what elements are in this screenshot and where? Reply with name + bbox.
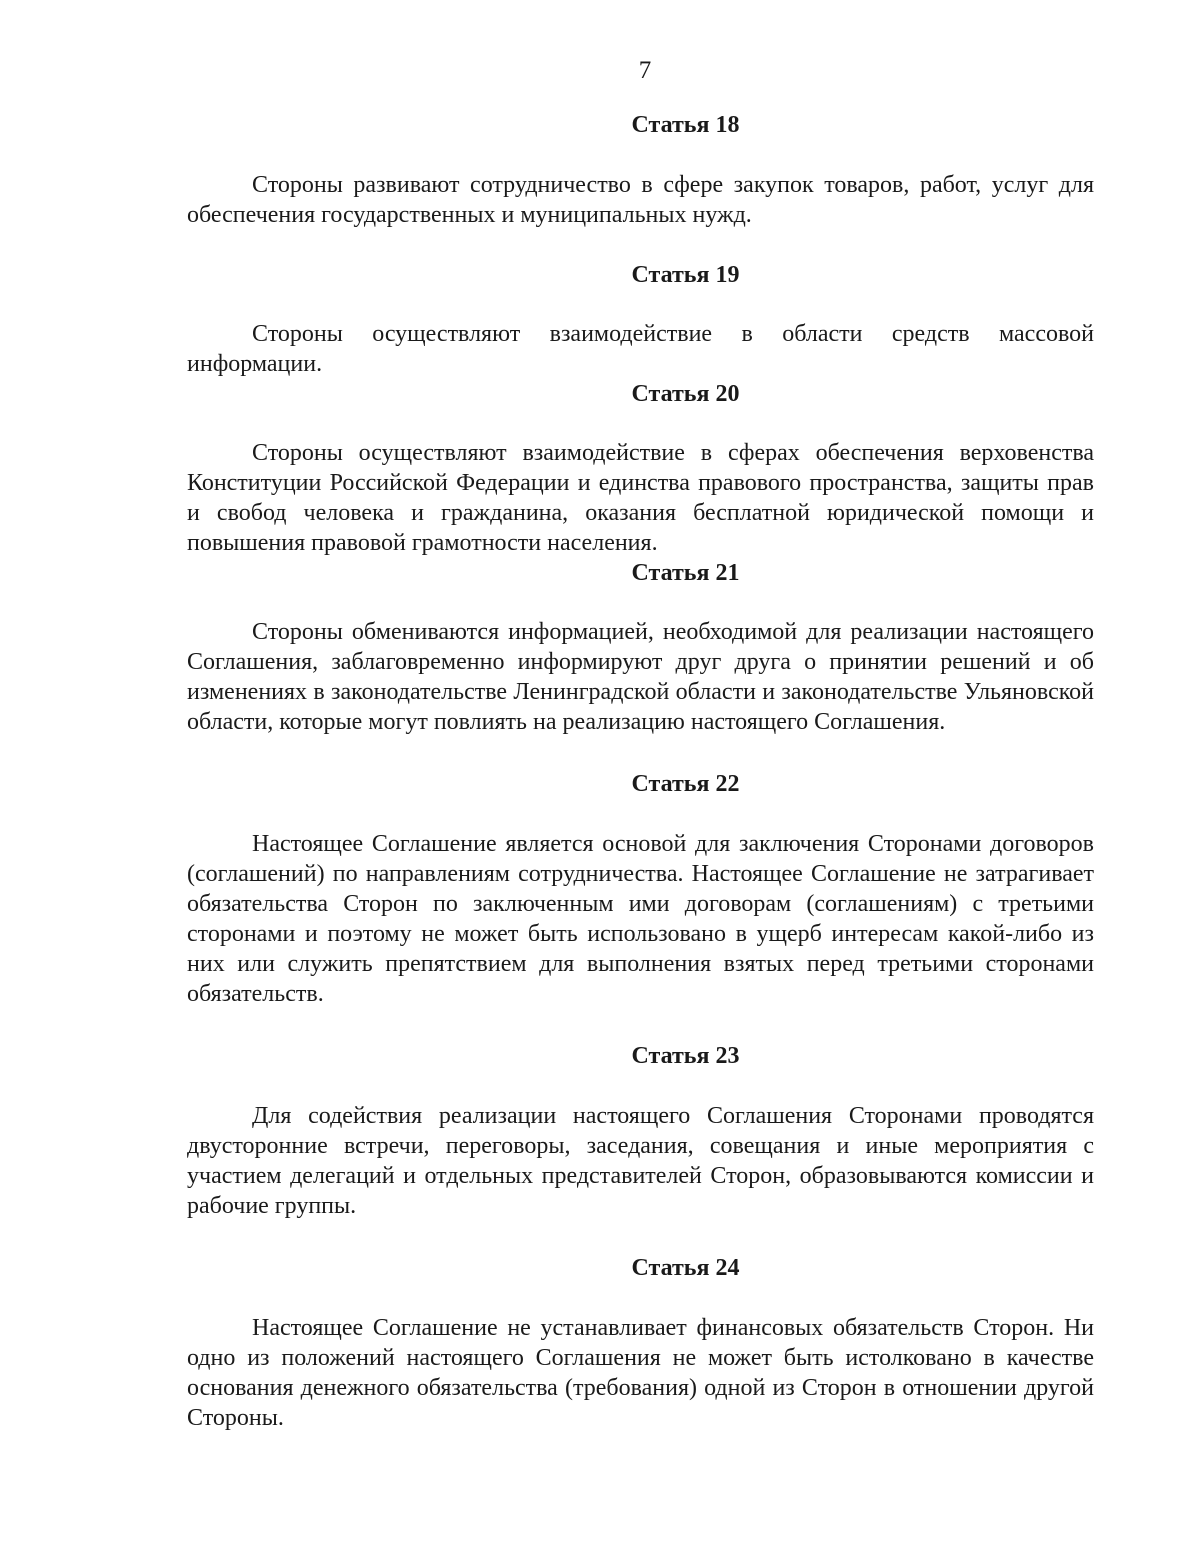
document-body <box>187 110 1094 1433</box>
article-text: Для содействия реализации настоящего Соглашения Сторонами проводятся двусторонние встречи, переговоры, заседания, совещания и иные мероприятия с участием делегаций и отдельных представителей Сторон, образовываются комиссии и рабочие группы. <box>187 1103 1094 1219</box>
article-title: Статья 18 <box>631 112 740 138</box>
article-title: Статья 22 <box>631 771 740 797</box>
article-title: Статья 19 <box>631 262 740 288</box>
article-22 <box>187 769 1094 1009</box>
article-text: Стороны осуществляют взаимодействие в сферах обеспечения верховенства Конституции Российской Федерации и единства правового пространства, защиты прав и свобод человека и гражданина, оказания бесплатной юридической помощи и повышения правовой грамотности населения. <box>187 440 1094 556</box>
article-23 <box>187 1041 1094 1221</box>
article-19 <box>187 260 1094 379</box>
page-number: 7 <box>638 57 652 84</box>
article-20 <box>187 379 1094 558</box>
article-text: Настоящее Соглашение не устанавливает финансовых обязательств Сторон. Ни одно из положений настоящего Соглашения не может быть истолковано в качестве основания денежного обязательства (требования) одной из Сторон в отношении другой Стороны. <box>187 1315 1094 1431</box>
article-text: Настоящее Соглашение является основой для заключения Сторонами договоров (соглашений) по направлениям сотрудничества. Настоящее Соглашение не затрагивает обязательства Сторон по заключенным ими договорам (соглашениям) с третьими сторонами и поэтому не может быть использовано в ущерб интересам какой-либо из них или служить препятствием для выполнения взятых перед третьими сторонами обязательств. <box>187 831 1094 1007</box>
article-18 <box>187 110 1094 230</box>
article-21 <box>187 558 1094 737</box>
article-text: Стороны развивают сотрудничество в сфере закупок товаров, работ, услуг для обеспечения государственных и муниципальных нужд. <box>187 172 1094 228</box>
article-title: Статья 24 <box>631 1255 740 1281</box>
article-title: Статья 23 <box>631 1043 740 1069</box>
article-text: Стороны осуществляют взаимодействие в области средств массовой информации. <box>187 321 1094 377</box>
article-title: Статья 20 <box>631 381 740 407</box>
article-title: Статья 21 <box>631 560 740 586</box>
article-24 <box>187 1253 1094 1433</box>
article-text: Стороны обмениваются информацией, необходимой для реализации настоящего Соглашения, заблаговременно информируют друг друга о принятии решений и об изменениях в законодательстве Ленинградской области и законодательстве Ульяновской области, которые могут повлиять на реализацию настоящего Соглашения. <box>187 619 1094 735</box>
